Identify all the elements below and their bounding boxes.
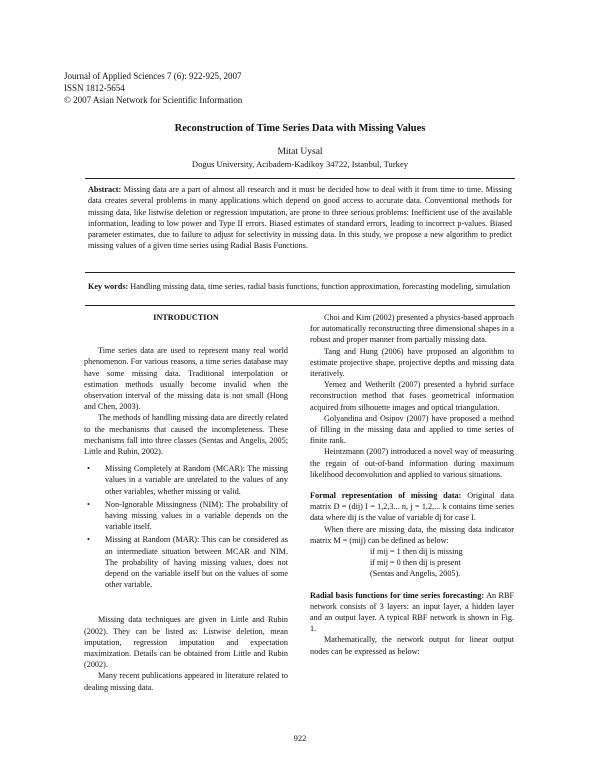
left-column — [84, 312, 288, 693]
bullet-icon: • — [87, 499, 90, 509]
journal-citation: Journal of Applied Sciences 7 (6): 922-925, 2007 — [64, 71, 242, 81]
keywords-text: Handling missing data, time series, radial basis functions, function approximation, forecasting modeling, simulation — [130, 282, 511, 291]
mechanism-list — [84, 463, 288, 590]
bullet-icon: • — [87, 535, 90, 545]
list-item: • Missing Completely at Random (MCAR): The missing values in a variable are unrelated to the values of any other variables, whether missing or valid. — [87, 464, 288, 496]
page-number: 922 — [293, 733, 307, 743]
intro-paragraph-1: Time series data are used to represent many real world phenomenon. For various reasons, a time series database may have some missing data. Traditional interpolation or estimation methods usually become invalid when the observation interval of the missing data is not small (Hong and Chen, 2003). — [84, 346, 288, 412]
right-paragraph-2: Tang and Hung (2006) have proposed an algorithm to estimate projective shape, projective depths and missing data iteratively. — [310, 346, 514, 379]
bullet-icon: • — [87, 464, 90, 474]
list-item: • Missing at Random (MAR): This can be considered as an intermediate situation between MCAR and NIM. The probability of having missing values, does not depend on the variable itself but on the values of some other variable. — [87, 535, 288, 590]
section-heading-introduction: INTRODUCTION — [153, 313, 219, 322]
intro-paragraph-3: Missing data techniques are given in Little and Rubin (2002). They can be listed as: Listwise deletion, mean imputation, regression imputation and expectation maximization. Details can be obtained from Little and Rubin (2002). — [84, 615, 288, 670]
journal-header — [64, 70, 242, 106]
right-column — [310, 312, 514, 657]
journal-copyright: © 2007 Asian Network for Scientific Information — [64, 95, 243, 105]
formal-representation-paragraph: Formal representation of missing data: Original data matrix D = (dij) I = 1,2,3... n, j = 1,2,... k contains time series data where dij is the value of variable dj for case I. — [310, 491, 515, 523]
abstract-text: Missing data are a part of almost all research and it must be decided how to deal with it from time to time. Missing data creates several problems in many applications which depend on good access to accurate data. Conventional methods for missing data, like listwise deletion or regression imputation, are prone to three serious problems: Inefficient use of the available information, leading to low power and Type II errors. Biased estimates of standard errors, leading to incorrect p-values. Biased parameter estimates, due to failure to adjust for selectivity in missing data. In this study, we propose a new algorithm to predict missing values of a given time series using Radial Basis Functions. — [88, 185, 512, 251]
abstract — [88, 184, 512, 252]
intro-paragraph-4: Many recent publications appeared in literature related to dealing missing data. — [84, 671, 288, 692]
rbf-paragraph: Radial basis functions for time series forecasting: An RBF network consists of 3 layers: an input layer, a hidden layer and an output layer. A typical RBF network is shown in Fig. 1. — [310, 590, 514, 634]
equation-present: if mij = 0 then dij is present — [370, 558, 461, 568]
intro-paragraph-2: The methods of handling missing data are directly related to the mechanisms that caused the incompleteness. These mechanisms fall into three classes (Sentas and Angelis, 2005; Little and Rubin, 2002). — [84, 413, 288, 457]
journal-issn: ISSN 1812-5654 — [64, 83, 125, 93]
list-item: • Non-Ignorable Missingness (NIM): The probability of having missing values in a variable depends on the variable itself. — [87, 499, 288, 532]
right-paragraph-1: Choi and Kim (2002) presented a physics-based approach for automatically reconstructing three dimensional shapes in a robust and proper manner from partially missing data. — [310, 313, 514, 345]
right-paragraph-7: Mathematically, the network output for linear output nodes can be expressed as below: — [310, 635, 514, 656]
rbf-heading: Radial basis functions for time series forecasting: — [310, 590, 485, 600]
formal-representation-heading: Formal representation of missing data: — [310, 491, 462, 501]
keywords-label: Key words: — [88, 282, 129, 291]
abstract-label: Abstract: — [88, 185, 122, 194]
equation-missing: if mij = 1 then dij is missing — [370, 547, 463, 557]
right-paragraph-4: Golyandina and Osipov (2007) have proposed a method of filling in the missing data and applied to time series of finite rank. — [310, 413, 514, 446]
keywords-bottom-rule — [85, 305, 515, 306]
author-name: Mitat Uysal — [277, 147, 323, 157]
equation-citation: (Sentas and Angelis, 2005). — [370, 569, 461, 579]
right-paragraph-3: Yemez and Wetherilt (2007) presented a hybrid surface reconstruction method that fuses geometrical information acquired from silhouette images and optical triangulation. — [310, 380, 514, 412]
right-paragraph-6: When there are missing data, the missing data indicator matrix M = (mij) can be defined as below: — [310, 524, 514, 545]
author-affiliation: Dogus University, Acibadem-Kadikoy 34722, Istanbul, Turkey — [191, 159, 409, 169]
abstract-top-rule — [85, 178, 515, 179]
right-paragraph-5: Heintzmann (2007) introduced a novel way of measuring the regain of out-of-band information during maximum likelihood deconvolution and applied to various situations. — [310, 447, 514, 479]
abstract-bottom-rule — [85, 272, 515, 273]
keywords — [88, 281, 512, 292]
paper-title: Reconstruction of Time Series Data with Missing Values — [174, 123, 426, 134]
